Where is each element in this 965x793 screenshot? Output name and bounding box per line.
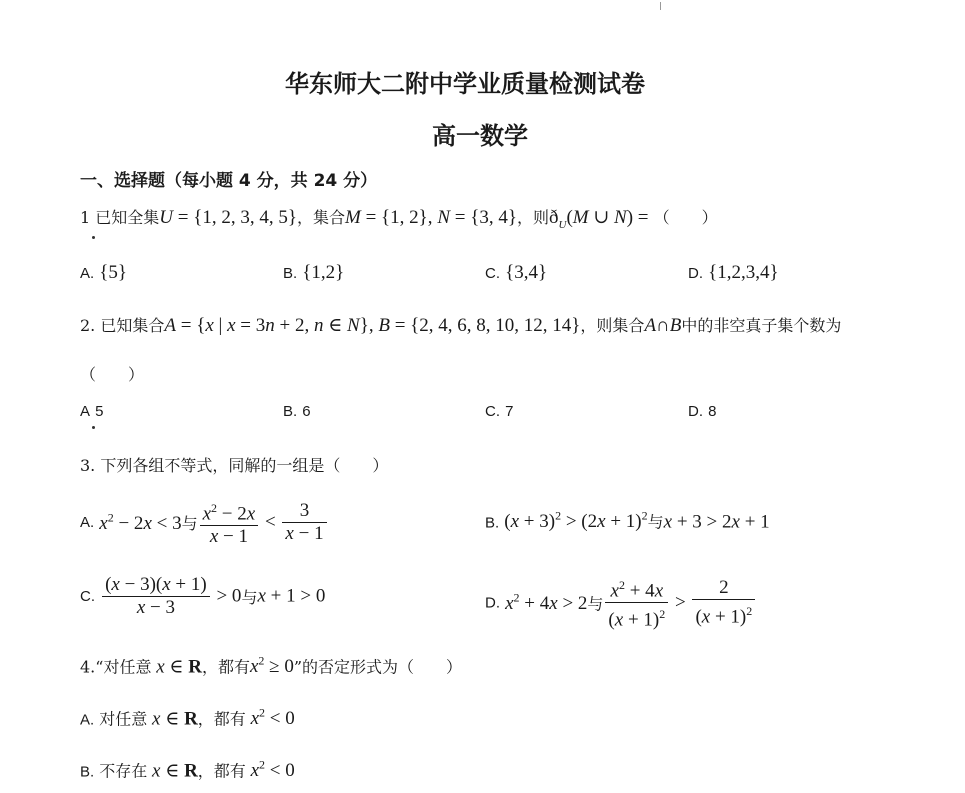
q3-option-b-expr2: x + 3 > 2x + 1 — [663, 511, 770, 533]
q2-number: 2. — [80, 316, 96, 335]
q2-option-a-value: 5 — [95, 403, 104, 420]
q4-option-a-mid: ，都有 — [197, 709, 246, 729]
q1-option-b — [283, 262, 344, 284]
question-3 — [80, 453, 388, 476]
q3-option-d-frac2: $\frac{2}{(x + 1)^2}$ — [692, 577, 755, 628]
q1-option-b-value: {1,2} — [302, 262, 345, 283]
q3-number: 3. — [80, 456, 96, 475]
q4-x-in-r: x ∈ R — [156, 656, 202, 678]
q2-option-c-label: C. — [485, 403, 500, 420]
q2-option-a — [80, 401, 103, 420]
q3-option-c-gt0: > 0 — [211, 585, 242, 607]
q4-option-b-mid: ，都有 — [197, 761, 246, 781]
q3-option-d-gt: > — [670, 591, 691, 613]
q1-text-mid: ，集合 — [297, 208, 346, 227]
q4-option-b — [80, 758, 295, 782]
q4-text-post: ”的否定形式为（ ） — [293, 657, 463, 677]
q3-option-b — [485, 509, 770, 533]
q2-option-c-value: 7 — [505, 403, 514, 420]
q3-option-a-frac1: $\frac{x^2 - 2x}{x - 1}$ — [200, 497, 259, 548]
q4-number: 4. — [80, 657, 96, 677]
q2-intersection: A∩B — [644, 315, 682, 336]
q3-option-c-expr2: x + 1 > 0 — [257, 585, 326, 607]
q1-text-pre: 已知全集 — [95, 208, 160, 227]
q2-option-b — [283, 401, 311, 420]
q4-option-a-label: A. — [80, 711, 95, 729]
q3-option-c — [80, 574, 325, 619]
q2-option-d-label: D. — [688, 403, 703, 420]
q4-text-mid: ，都有 — [201, 657, 250, 677]
q3-option-c-frac: $\frac{(x - 3)(x + 1)}{x - 3}$ — [102, 574, 210, 619]
q1-sets-mn: M = {1, 2}, N = {3, 4} — [345, 207, 517, 228]
q3-option-b-yu: 与 — [647, 512, 664, 532]
q3-option-d — [485, 574, 757, 632]
q1-paren: （ ） — [653, 208, 718, 227]
q3-option-d-yu: 与 — [587, 594, 604, 614]
q3-option-d-frac1: $\frac{x^2 + 4x}{(x + 1)^2}$ — [605, 574, 668, 632]
q3-option-b-expr1: $(x + 3)^2 > (2x + 1)^2$ — [504, 509, 648, 533]
q2-sets: A = {x | x = 3n + 2, n ∈ N}, B = {2, 4, 6, 8, 10, 12, 14} — [164, 315, 581, 336]
q3-option-c-label: C. — [80, 588, 95, 605]
q2-option-b-value: 6 — [302, 403, 311, 420]
q3-option-a-lt: < — [260, 511, 281, 533]
q4-option-b-expr: $x^2 < 0$ — [250, 758, 295, 782]
q1-complement-expr: $ð_U(M$ ∪ N) = — [548, 207, 649, 231]
q1-option-d-value: {1,2,3,4} — [708, 262, 779, 283]
q3-option-c-yu: 与 — [241, 588, 258, 607]
q4-option-a — [80, 706, 295, 730]
q1-option-a-label: A. — [80, 265, 95, 282]
q1-option-c — [485, 262, 547, 284]
q4-option-b-x-in-r: x ∈ R — [152, 760, 198, 782]
q4-x2-ge-0: $x^2 \ge 0$ — [249, 654, 294, 678]
q3-option-a-label: A. — [80, 514, 95, 532]
q3-option-d-expr1: $x^2 + 4x > 2$ — [505, 590, 588, 614]
section-heading: 一、选择题（每小题 4 分，共 24 分） — [80, 171, 378, 191]
q2-option-d-value: 8 — [708, 403, 717, 420]
q2-option-a-label: A — [80, 403, 91, 420]
q3-option-d-label: D. — [485, 594, 500, 612]
q1-option-d — [688, 262, 779, 284]
q1-universal-set: U = {1, 2, 3, 4, 5} — [159, 207, 297, 228]
q1-option-a-value: {5} — [99, 262, 128, 283]
exam-title: 华东师大二附中学业质量检测试卷 — [285, 70, 645, 98]
q2-option-c — [485, 401, 513, 420]
q3-option-a-frac2: $\frac{3}{x - 1}$ — [282, 500, 326, 545]
q3-option-a — [80, 497, 329, 548]
q2-text-pre: 已知集合 — [100, 316, 165, 335]
q1-number: 1 — [80, 208, 91, 227]
q3-option-a-expr1: $x^2 - 2x < 3$ — [99, 510, 182, 534]
q1-option-d-label: D. — [688, 265, 703, 282]
q4-text-pre: “对任意 — [95, 657, 152, 677]
q1-text-post: ，则 — [516, 208, 549, 227]
q2-paren: （ ） — [80, 365, 145, 384]
scan-dot — [92, 426, 95, 429]
q2-option-b-label: B. — [283, 403, 298, 420]
q4-option-a-expr: $x^2 < 0$ — [250, 706, 295, 730]
q1-option-b-label: B. — [283, 265, 298, 282]
q4-option-a-pre: 对任意 — [99, 709, 148, 729]
q1-option-c-label: C. — [485, 265, 500, 282]
question-2 — [80, 313, 841, 337]
q1-option-c-value: {3,4} — [505, 262, 548, 283]
q4-option-a-x-in-r: x ∈ R — [152, 708, 198, 730]
scan-mark — [660, 2, 665, 10]
q2-text-post: ，则集合 — [580, 316, 645, 335]
q3-text: 下列各组不等式，同解的一组是（ ） — [100, 456, 389, 475]
q3-option-a-yu: 与 — [181, 514, 198, 534]
scan-dot — [92, 236, 95, 239]
q2-text-tail: 中的非空真子集个数为 — [681, 316, 842, 335]
question-1 — [80, 205, 718, 231]
q4-option-b-label: B. — [80, 763, 95, 781]
q3-option-b-label: B. — [485, 514, 500, 532]
q1-option-a — [80, 262, 127, 284]
exam-subtitle: 高一数学 — [432, 122, 528, 150]
q2-option-d — [688, 401, 716, 420]
q4-option-b-pre: 不存在 — [99, 761, 148, 781]
question-4 — [80, 654, 462, 678]
